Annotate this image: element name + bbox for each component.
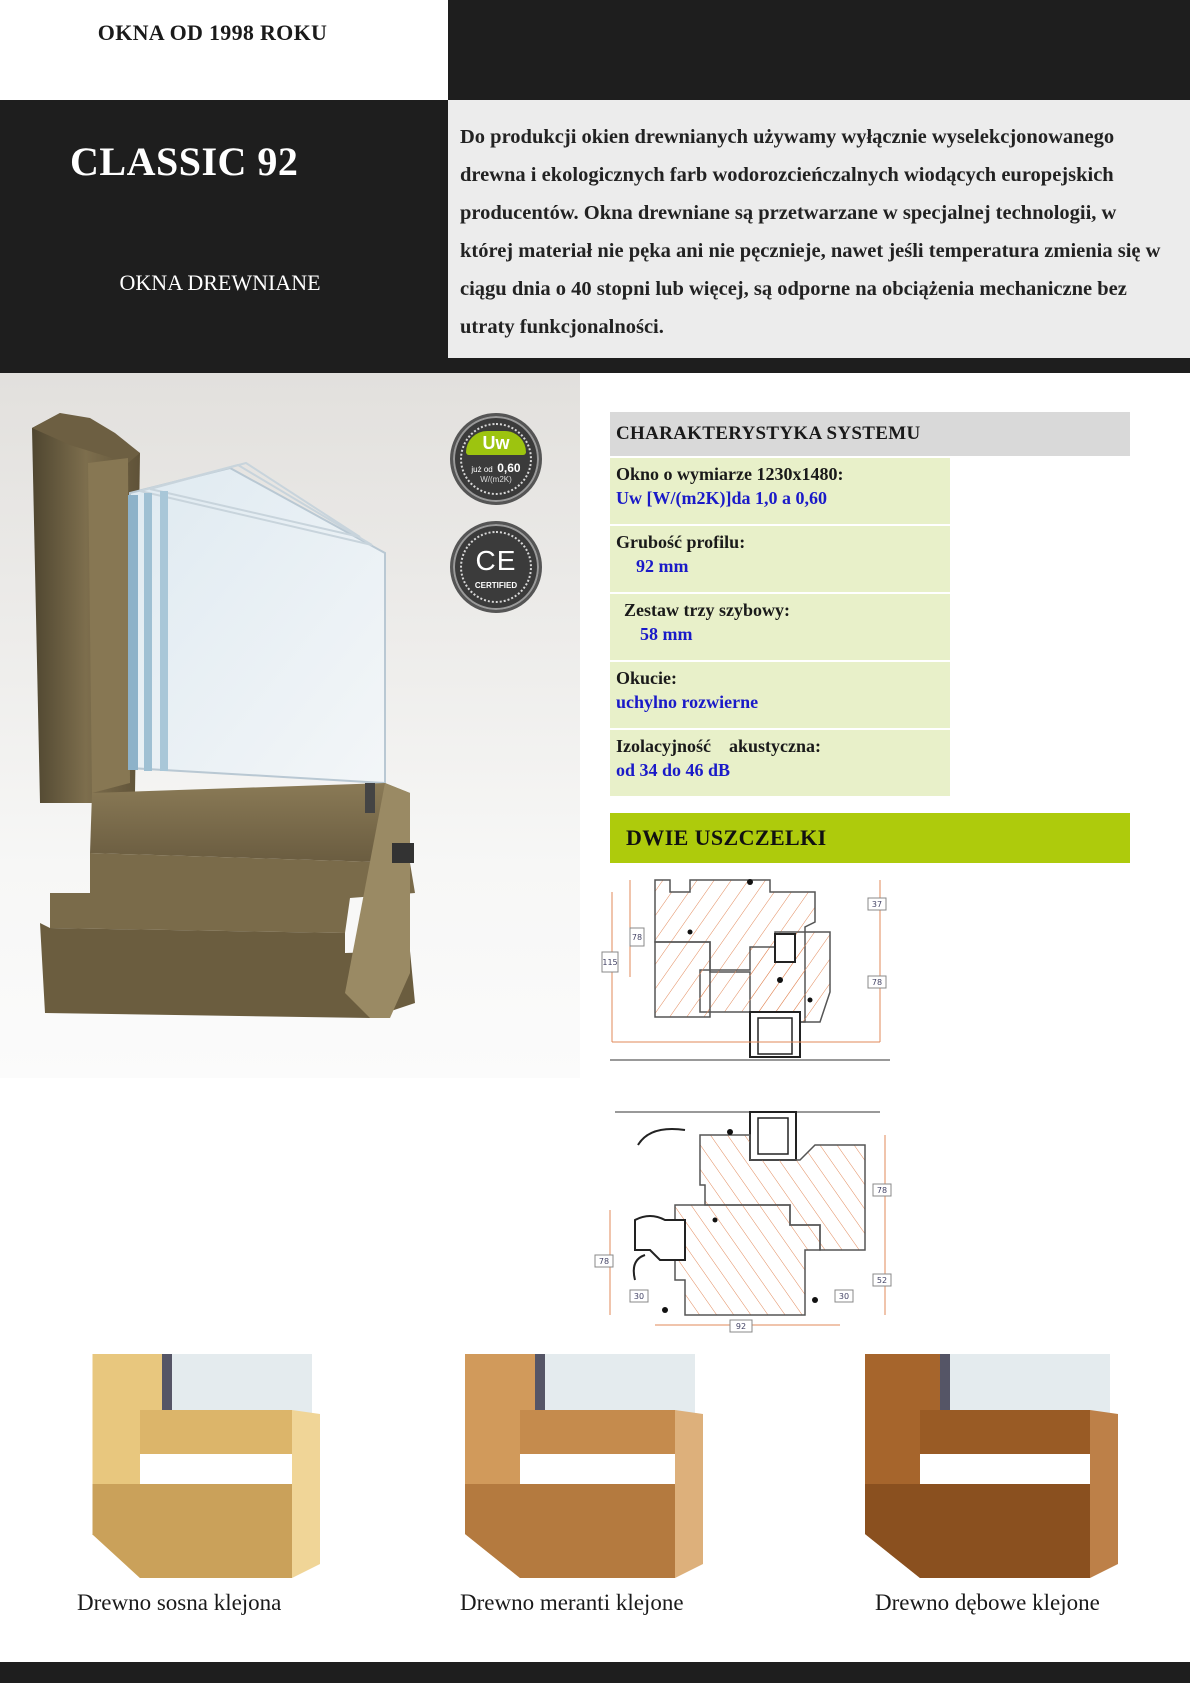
wood-label-oak: Drewno dębowe klejone — [875, 1590, 1100, 1615]
page-title: CLASSIC 92 — [70, 139, 299, 184]
dim-label: 30 — [838, 1292, 850, 1301]
system-specs-heading: CHARAKTERYSTYKA SYSTEMU — [610, 412, 1130, 456]
spec-row-uw — [610, 458, 950, 524]
spec-row-glazing — [610, 594, 950, 660]
dim-label: 78 — [598, 1257, 610, 1266]
ce-badge-label: CERTIFIED — [474, 581, 518, 590]
uw-badge — [450, 413, 542, 505]
uw-badge-small: już od — [471, 465, 493, 474]
uw-badge-value: 0,60 — [497, 461, 521, 475]
hero-dark-panel — [0, 100, 448, 373]
two-seals-heading: DWIE USZCZELKI — [610, 813, 1130, 863]
spec-value: uchylno rozwierne — [616, 692, 759, 712]
dim-label: 78 — [631, 933, 643, 942]
spec-label: Grubość profilu: — [616, 532, 746, 552]
wood-sample-pine — [92, 1354, 322, 1578]
spec-row-hardware — [610, 662, 950, 728]
uw-badge-title: Uw — [466, 431, 526, 455]
spec-value: Uw [W/(m2K)]da 1,0 a 0,60 — [616, 488, 827, 508]
spec-label: Okno o wymiarze 1230x1480: — [616, 464, 844, 484]
wood-label-pine: Drewno sosna klejona — [77, 1590, 282, 1615]
profile-section-drawing-bottom — [590, 1110, 900, 1335]
spec-label: Okucie: — [616, 668, 677, 688]
tagline: OKNA OD 1998 ROKU — [97, 20, 328, 45]
wood-sample-oak — [865, 1354, 1120, 1578]
dim-label: 92 — [735, 1322, 747, 1331]
spec-row-acoustic — [610, 730, 950, 796]
dim-label: 37 — [871, 900, 883, 909]
intro-panel — [448, 100, 1190, 358]
spec-label: Zestaw trzy szybowy: — [624, 600, 790, 620]
wood-sample-meranti — [465, 1354, 705, 1578]
uw-badge-unit: W/(m2K) — [480, 475, 512, 484]
dim-label: 78 — [876, 1186, 888, 1195]
ce-certified-badge — [450, 521, 542, 613]
spec-label: Izolacyjność akustyczna: — [616, 736, 821, 756]
page-subtitle: OKNA DREWNIANE — [119, 270, 321, 295]
footer-bar — [0, 1662, 1190, 1683]
dim-label: 78 — [871, 978, 883, 987]
wood-label-meranti: Drewno meranti klejone — [460, 1590, 684, 1615]
profile-section-drawing-top — [600, 872, 900, 1062]
spec-value: od 34 do 46 dB — [616, 760, 731, 780]
spec-value: 58 mm — [640, 624, 693, 644]
dim-label: 52 — [876, 1276, 888, 1285]
header-left-panel — [0, 0, 448, 100]
header-dark-block — [448, 0, 1190, 100]
spec-value: 92 mm — [636, 556, 689, 576]
hero-divider — [448, 358, 1190, 373]
ce-mark-icon: CE — [475, 545, 517, 576]
spec-row-profile — [610, 526, 950, 592]
intro-text: Do produkcji okien drewnianych używamy wyłącznie wyselekcjonowanego drewna i ekologicznych farb wodorozcieńczalnych wiodących europejskich producentów. Okna drewniane są przetwarzane w specjalnej technologii, w której materiał nie pęka ani nie pęcznieje, nawet jeśli temperatura zmienia się w ciągu dnia o 40 stopni lub więcej, są odporne na obciążenia mechaniczne bez utraty funkcjonalności. — [460, 126, 1161, 338]
window-profile-photo — [0, 373, 580, 1078]
dim-label: 30 — [633, 1292, 645, 1301]
dim-label: 115 — [602, 958, 618, 967]
